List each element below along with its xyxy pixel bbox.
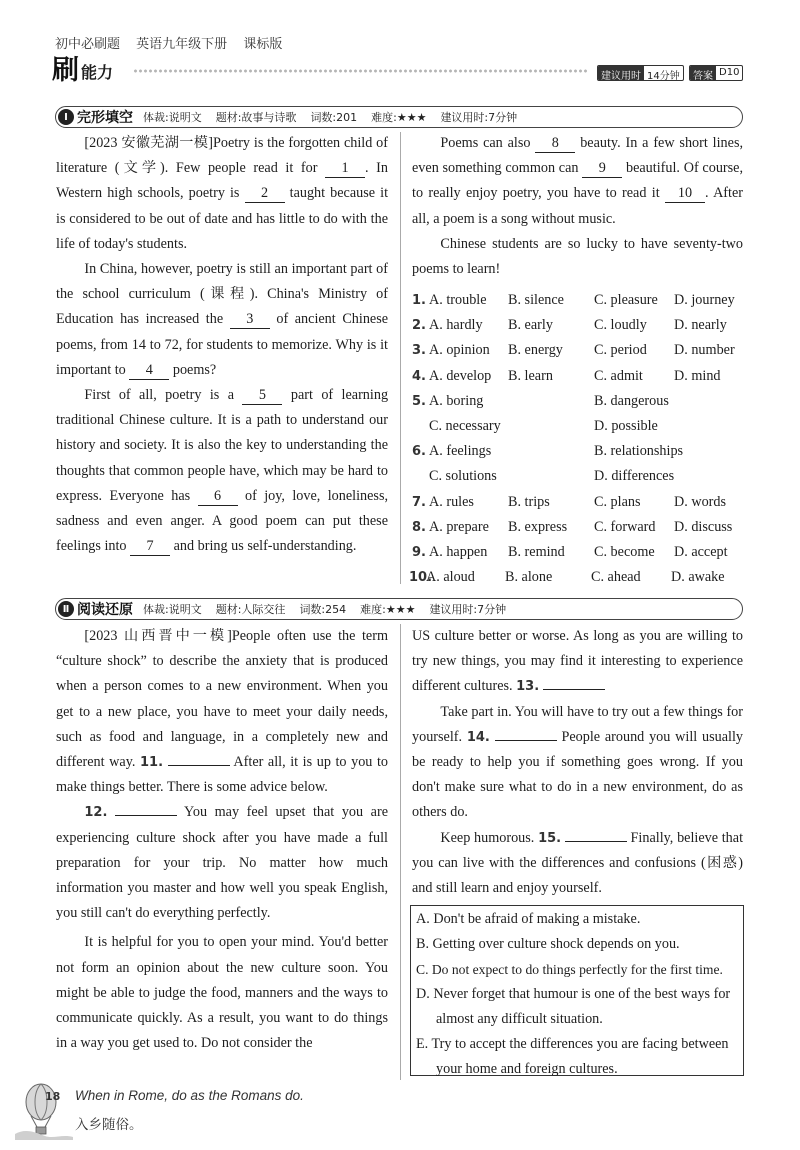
question-14-number: 14. (466, 729, 490, 745)
section1-header (55, 106, 743, 128)
blank-10[interactable]: 10 (665, 184, 705, 203)
option-row (412, 313, 735, 338)
option-b[interactable]: B. dangerous (594, 392, 669, 409)
option-a[interactable]: A. rules (429, 493, 474, 510)
section1-difficulty: 难度:★★★ (371, 111, 427, 124)
option-d[interactable]: D. words (674, 493, 727, 510)
option-c[interactable]: C. period (594, 342, 647, 359)
question-number: 7. (412, 494, 426, 510)
cloze-paragraph: First of all, poetry is a 5 part of learning traditional Chinese culture. It is a path to understand our history and society. It is also the key to understanding the thoughts that common people have, which may be hard to express. Everyone has 6 of joy, love, loneliness, sadness and even anger. A good poem can put these feelings into 7 and bring us self-understanding. (56, 387, 389, 555)
question-13-number: 13. (516, 679, 540, 695)
cloze-paragraph: [2023 安徽芜湖一模]Poetry is the forgotten child of literature (文学). Few people read it for 1 . In Western high schools, poetry is 2 taught because it is considered to be out of date and has little to do with the life of today's students. (56, 135, 389, 252)
option-a[interactable]: A. feelings (429, 443, 492, 460)
option-d[interactable]: D. possible (594, 417, 658, 434)
blank-5[interactable]: 5 (242, 386, 282, 405)
motto-english: When in Rome, do as the Romans do. (75, 1088, 304, 1103)
edition-name: 课标版 (243, 37, 283, 52)
blank-9[interactable]: 9 (582, 159, 622, 178)
blank-13[interactable] (543, 689, 605, 690)
time-value: 14分钟 (647, 71, 680, 81)
cloze-passage-left (56, 131, 388, 559)
option-d[interactable]: D. discuss (674, 518, 733, 535)
series-name: 初中必刷题 (55, 37, 121, 52)
option-c[interactable]: C. forward (594, 518, 656, 535)
choice-c[interactable]: C. Do not expect to do things perfectly for the first time. (416, 962, 723, 977)
section1-wordcount: 词数:201 (310, 111, 358, 124)
answer-code: D10 (719, 67, 740, 78)
reading-paragraph: [2023 山西晋中一模]People often use the term “culture shock” to describe the anxiety that is produced when a person comes to a new environment. When you get to a new place, you have to meet your daily needs, such as food and language, in a completely new and different way. 11. After all, it is up to you to make things better. There is some advice below. (56, 628, 388, 796)
question-12-number: 12. (84, 805, 108, 821)
option-row (412, 414, 735, 439)
reading-paragraph: Take part in. You will have to try out a few things for yourself. 14. People around you will usually be ready to help you if something goes wrong. If you don't make sure what to do in a new environment, do as others do. (412, 703, 743, 821)
option-b[interactable]: B. energy (508, 342, 563, 359)
option-b[interactable]: B. express (508, 518, 568, 535)
section2-genre: 体裁:说明文 (143, 603, 202, 616)
column-divider (400, 132, 401, 584)
reading-passage-right (412, 624, 743, 901)
blank-7[interactable]: 7 (130, 537, 170, 556)
section1-title: 完形填空 (77, 110, 133, 126)
column-divider (400, 624, 401, 1080)
option-a[interactable]: A. boring (429, 392, 484, 409)
question-number: 10. (409, 570, 433, 586)
option-c[interactable]: C. loudly (594, 317, 647, 334)
blank-3[interactable]: 3 (230, 310, 270, 329)
section1-genre: 体裁:说明文 (143, 111, 202, 124)
time-tag (597, 65, 684, 81)
question-number: 1. (412, 293, 426, 308)
cloze-passage-right (412, 131, 743, 282)
cloze-paragraph: In China, however, poetry is still an important part of the school curriculum (课程). China's Ministry of Education has increased the 3 of ancient Chinese poems, from 14 to 72, for students to memorize. Why is it important to 4 poems? (56, 261, 389, 378)
cloze-paragraph: Chinese students are so lucky to have seventy-two poems to learn! (412, 235, 743, 278)
option-b[interactable]: B. trips (508, 493, 550, 510)
option-a[interactable]: A. opinion (429, 342, 490, 359)
source-tag: [2023 安徽芜湖一模] (84, 135, 213, 151)
blank-14[interactable] (495, 740, 557, 741)
question-number: 6. (412, 444, 426, 460)
option-row (412, 364, 735, 389)
question-number: 5. (412, 393, 426, 409)
question-number: 3. (412, 343, 426, 359)
option-d[interactable]: D. number (674, 342, 735, 359)
option-a[interactable]: A. prepare (429, 518, 489, 535)
brand-logo (52, 52, 113, 84)
option-row (409, 565, 735, 590)
option-b[interactable]: B. early (508, 317, 553, 334)
blank-12[interactable] (115, 815, 177, 816)
option-c[interactable]: C. admit (594, 367, 643, 384)
blank-6[interactable]: 6 (198, 487, 238, 506)
option-b[interactable]: B. relationships (594, 443, 684, 460)
reading-paragraph: Keep humorous. 15. Finally, believe that you can live with the differences and confusions (困惑) and still learn and enjoy yourself. (412, 829, 744, 897)
brand-big: 刷 (52, 55, 79, 86)
option-d[interactable]: D. nearly (674, 317, 727, 334)
question-number: 9. (412, 544, 426, 560)
section1-number: Ⅰ (58, 109, 74, 125)
blank-11[interactable] (168, 765, 230, 766)
option-row (412, 540, 735, 565)
option-c[interactable]: C. ahead (591, 569, 641, 586)
option-row (412, 515, 735, 540)
choices-box (410, 905, 744, 1076)
dot-divider (133, 67, 588, 75)
option-row (412, 490, 735, 515)
page-number: 18 (45, 1090, 61, 1103)
choice-d[interactable]: D. Never forget that humour is one of the best ways for almost any difficult situation. (416, 986, 731, 1027)
option-d[interactable]: D. mind (674, 367, 721, 384)
question-number: 2. (412, 318, 426, 334)
option-a[interactable]: A. develop (429, 367, 492, 384)
time-label: 建议用时 (598, 66, 644, 80)
reading-passage-left (56, 624, 388, 1056)
section2-title: 阅读还原 (77, 602, 133, 618)
section2-number: Ⅱ (58, 601, 74, 617)
option-b[interactable]: B. remind (508, 543, 565, 560)
option-b[interactable]: B. silence (508, 292, 564, 308)
option-row (412, 288, 735, 313)
option-c[interactable]: C. become (594, 543, 655, 560)
book-header (55, 33, 294, 52)
section2-difficulty: 难度:★★★ (360, 603, 416, 616)
question-number: 8. (412, 519, 426, 535)
option-c[interactable]: C. pleasure (594, 292, 658, 308)
cloze-options (409, 288, 735, 590)
blank-4[interactable]: 4 (129, 361, 169, 380)
option-c[interactable]: C. necessary (429, 417, 501, 434)
option-row (412, 338, 735, 363)
brand-small: 能力 (81, 63, 114, 83)
blank-1[interactable]: 1 (325, 159, 365, 178)
reading-paragraph: 12. You may feel upset that you are experiencing culture shock after you have made a full preparation for your trip. No matter how much information you master and how well you speak English, you still can't do everything perfectly. (56, 804, 388, 922)
option-a[interactable]: A. hardly (429, 317, 483, 334)
choice-e[interactable]: E. Try to accept the differences you are facing between your home and foreign cultures. (416, 1036, 729, 1077)
section2-wordcount: 词数:254 (299, 603, 347, 616)
blank-2[interactable]: 2 (245, 184, 285, 203)
section2-topic: 题材:人际交往 (215, 603, 286, 616)
motto-chinese: 入乡随俗。 (75, 1117, 143, 1133)
book-name: 英语九年级下册 (136, 37, 228, 52)
option-d[interactable]: D. accept (674, 543, 728, 560)
choice-b[interactable]: B. Getting over culture shock depends on you. (416, 936, 680, 952)
answer-tag (689, 65, 743, 81)
option-a[interactable]: A. happen (429, 543, 488, 560)
option-row (412, 389, 735, 414)
answer-label: 答案 (690, 66, 716, 80)
blank-8[interactable]: 8 (535, 134, 575, 153)
option-d[interactable]: D. awake (671, 569, 725, 586)
question-11-number: 11. (140, 755, 164, 771)
option-a[interactable]: A. trouble (429, 292, 487, 308)
option-b[interactable]: B. learn (508, 367, 553, 384)
section2-header (55, 598, 743, 620)
reading-paragraph: It is helpful for you to open your mind. You'd better not form an opinion about the new culture soon. You might be able to judge the food, manners and the ways to communicate quickly. As a result, you want to do things in a way you get used to. Do not consider the (56, 934, 388, 1052)
option-d[interactable]: D. journey (674, 292, 735, 308)
source-tag: [2023 山西晋中一模] (84, 628, 232, 644)
question-15-number: 15. (538, 830, 562, 846)
option-d[interactable]: D. differences (594, 468, 675, 485)
section1-topic: 题材:故事与诗歌 (215, 111, 297, 124)
section1-time: 建议用时:7分钟 (440, 111, 518, 124)
option-a[interactable]: A. aloud (426, 569, 475, 586)
reading-paragraph: US culture better or worse. As long as you are willing to try new things, you may find it interesting to experience different cultures. 13. (412, 628, 743, 695)
blank-15[interactable] (565, 841, 627, 842)
option-row (412, 464, 735, 489)
section2-time: 建议用时:7分钟 (429, 603, 507, 616)
option-b[interactable]: B. alone (505, 569, 553, 586)
question-number: 4. (412, 368, 426, 384)
cloze-paragraph: Poems can also 8 beauty. In a few short lines, even something common can 9 beautiful. Of course, to really enjoy poetry, you have to read it 10 . After all, a poem is a song without music. (412, 135, 744, 227)
choice-a[interactable]: A. Don't be afraid of making a mistake. (416, 911, 641, 927)
option-row (412, 439, 735, 464)
option-c[interactable]: C. plans (594, 493, 641, 510)
option-c[interactable]: C. solutions (429, 468, 497, 485)
